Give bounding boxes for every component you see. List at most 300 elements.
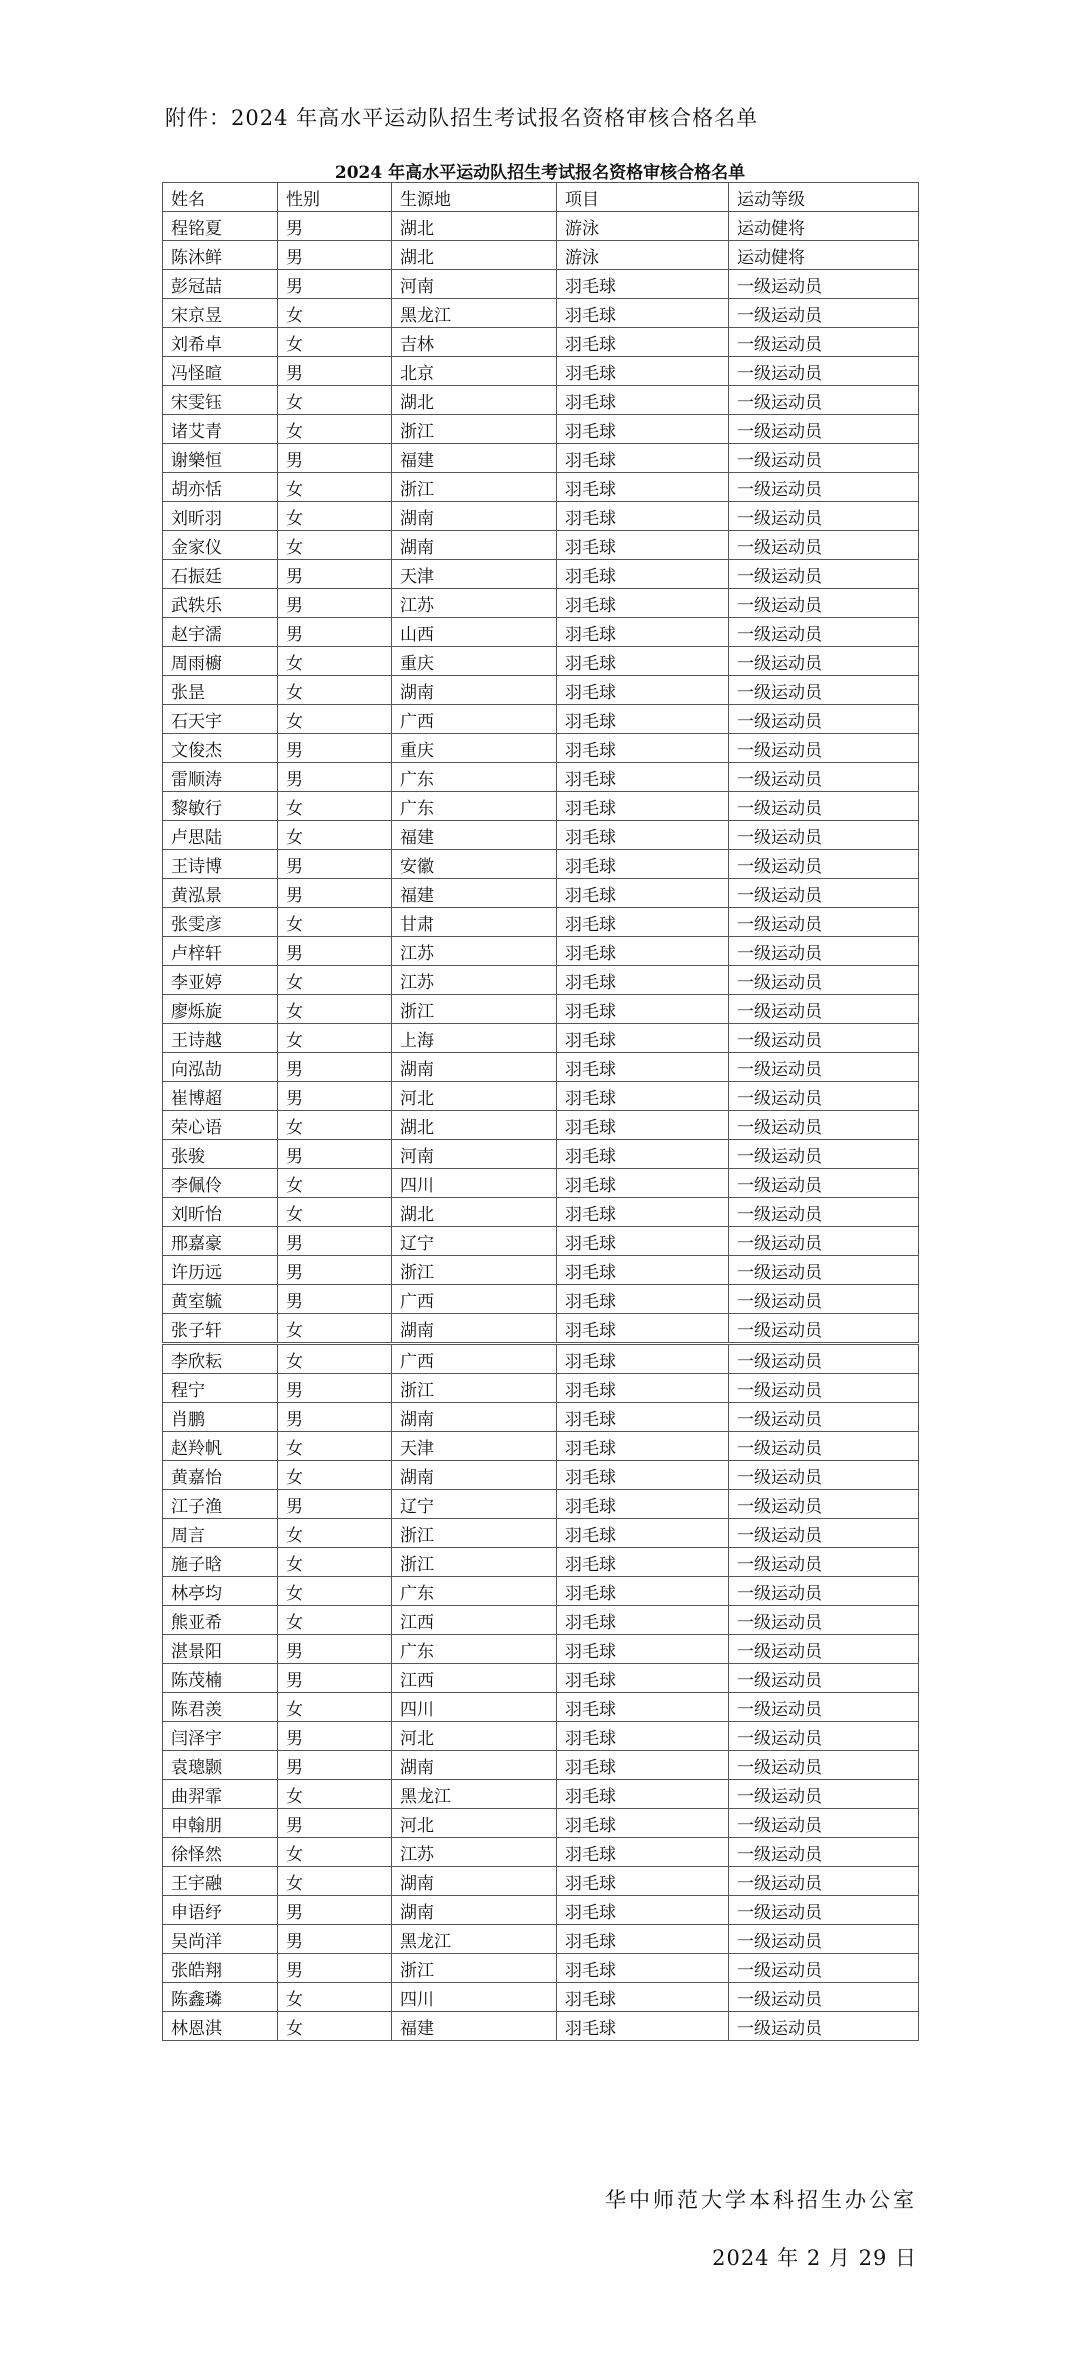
cell-origin: 黑龙江 (392, 1925, 557, 1954)
table-row (163, 618, 919, 647)
cell-gender: 男 (278, 1751, 392, 1780)
cell-level: 一级运动员 (729, 1780, 919, 1809)
cell-origin: 浙江 (392, 1519, 557, 1548)
cell-sport: 羽毛球 (557, 386, 729, 415)
cell-level: 一级运动员 (729, 1111, 919, 1140)
table-row (163, 676, 919, 705)
cell-level: 一级运动员 (729, 1983, 919, 2012)
cell-origin: 湖北 (392, 386, 557, 415)
table-row (163, 1838, 919, 1867)
cell-gender: 女 (278, 676, 392, 705)
table-row (163, 1082, 919, 1111)
cell-name: 湛景阳 (163, 1635, 278, 1664)
cell-level: 一级运动员 (729, 1198, 919, 1227)
cell-level: 一级运动员 (729, 734, 919, 763)
cell-sport: 羽毛球 (557, 1896, 729, 1925)
table-row (163, 1664, 919, 1693)
cell-level: 一级运动员 (729, 502, 919, 531)
cell-name: 周雨櫥 (163, 647, 278, 676)
cell-origin: 福建 (392, 2012, 557, 2041)
table-row (163, 241, 919, 270)
cell-name: 黎敏行 (163, 792, 278, 821)
cell-gender: 女 (278, 1024, 392, 1053)
table-row (163, 1809, 919, 1838)
cell-name: 文俊杰 (163, 734, 278, 763)
cell-gender: 男 (278, 1227, 392, 1256)
table-row (163, 995, 919, 1024)
cell-name: 肖鹏 (163, 1403, 278, 1432)
cell-gender: 女 (278, 415, 392, 444)
cell-origin: 北京 (392, 357, 557, 386)
cell-origin: 河北 (392, 1082, 557, 1111)
cell-origin: 江苏 (392, 966, 557, 995)
cell-sport: 羽毛球 (557, 502, 729, 531)
cell-level: 一级运动员 (729, 995, 919, 1024)
cell-origin: 江苏 (392, 937, 557, 966)
cell-sport: 羽毛球 (557, 1140, 729, 1169)
cell-origin: 山西 (392, 618, 557, 647)
table-row (163, 1140, 919, 1169)
cell-gender: 女 (278, 1548, 392, 1577)
cell-level: 一级运动员 (729, 328, 919, 357)
cell-gender: 女 (278, 821, 392, 850)
cell-gender: 男 (278, 1722, 392, 1751)
table-row (163, 1896, 919, 1925)
cell-sport: 游泳 (557, 241, 729, 270)
cell-origin: 天津 (392, 1432, 557, 1461)
cell-gender: 男 (278, 879, 392, 908)
cell-gender: 女 (278, 531, 392, 560)
cell-origin: 广西 (392, 1285, 557, 1314)
cell-name: 石天宇 (163, 705, 278, 734)
cell-origin: 福建 (392, 821, 557, 850)
cell-gender: 男 (278, 560, 392, 589)
cell-sport: 羽毛球 (557, 821, 729, 850)
cell-gender: 男 (278, 212, 392, 241)
cell-name: 申翰朋 (163, 1809, 278, 1838)
cell-level: 一级运动员 (729, 560, 919, 589)
cell-origin: 四川 (392, 1693, 557, 1722)
cell-gender: 男 (278, 1285, 392, 1314)
cell-sport: 羽毛球 (557, 734, 729, 763)
cell-sport: 羽毛球 (557, 676, 729, 705)
cell-level: 一级运动员 (729, 473, 919, 502)
table-row (163, 937, 919, 966)
cell-origin: 四川 (392, 1169, 557, 1198)
table-row (163, 647, 919, 676)
cell-name: 张昰 (163, 676, 278, 705)
table-row (163, 1314, 919, 1344)
column-header-origin: 生源地 (392, 183, 557, 212)
cell-sport: 羽毛球 (557, 1374, 729, 1403)
cell-origin: 河北 (392, 1809, 557, 1838)
cell-origin: 湖北 (392, 1198, 557, 1227)
cell-name: 冯怪暄 (163, 357, 278, 386)
column-header-sport: 项目 (557, 183, 729, 212)
cell-sport: 羽毛球 (557, 937, 729, 966)
cell-name: 崔博超 (163, 1082, 278, 1111)
cell-origin: 上海 (392, 1024, 557, 1053)
cell-sport: 羽毛球 (557, 763, 729, 792)
cell-level: 一级运动员 (729, 1548, 919, 1577)
cell-origin: 湖北 (392, 1111, 557, 1140)
cell-level: 一级运动员 (729, 1664, 919, 1693)
cell-sport: 羽毛球 (557, 1577, 729, 1606)
cell-origin: 湖北 (392, 241, 557, 270)
table-row (163, 328, 919, 357)
cell-origin: 浙江 (392, 1954, 557, 1983)
cell-sport: 羽毛球 (557, 1198, 729, 1227)
cell-name: 金家仪 (163, 531, 278, 560)
cell-name: 卢思陆 (163, 821, 278, 850)
table-row (163, 1519, 919, 1548)
table-row (163, 415, 919, 444)
cell-level: 一级运动员 (729, 1374, 919, 1403)
cell-gender: 男 (278, 270, 392, 299)
cell-origin: 天津 (392, 560, 557, 589)
cell-name: 周言 (163, 1519, 278, 1548)
cell-level: 一级运动员 (729, 1838, 919, 1867)
table-row (163, 1198, 919, 1227)
cell-level: 一级运动员 (729, 821, 919, 850)
cell-sport: 羽毛球 (557, 1664, 729, 1693)
cell-name: 刘昕怡 (163, 1198, 278, 1227)
cell-name: 陈君羡 (163, 1693, 278, 1722)
table-row (163, 1780, 919, 1809)
cell-level: 一级运动员 (729, 1024, 919, 1053)
table-row (163, 1053, 919, 1082)
cell-gender: 男 (278, 618, 392, 647)
cell-sport: 羽毛球 (557, 1314, 729, 1344)
cell-sport: 羽毛球 (557, 1403, 729, 1432)
cell-origin: 浙江 (392, 1374, 557, 1403)
cell-sport: 羽毛球 (557, 299, 729, 328)
cell-sport: 羽毛球 (557, 792, 729, 821)
cell-level: 一级运动员 (729, 1693, 919, 1722)
table-row (163, 270, 919, 299)
table-row (163, 763, 919, 792)
table-row (163, 2012, 919, 2041)
table-row (163, 1227, 919, 1256)
cell-name: 李欣耘 (163, 1344, 278, 1374)
cell-origin: 广东 (392, 1577, 557, 1606)
cell-level: 一级运动员 (729, 1461, 919, 1490)
cell-level: 一级运动员 (729, 589, 919, 618)
cell-sport: 羽毛球 (557, 1606, 729, 1635)
cell-name: 刘昕羽 (163, 502, 278, 531)
cell-level: 一级运动员 (729, 386, 919, 415)
cell-gender: 女 (278, 328, 392, 357)
cell-name: 林恩淇 (163, 2012, 278, 2041)
cell-gender: 男 (278, 1954, 392, 1983)
cell-gender: 男 (278, 1256, 392, 1285)
cell-name: 陈鑫璘 (163, 1983, 278, 2012)
cell-level: 一级运动员 (729, 763, 919, 792)
cell-name: 雷顺涛 (163, 763, 278, 792)
table-body (163, 212, 919, 2041)
cell-gender: 女 (278, 1111, 392, 1140)
cell-name: 许历远 (163, 1256, 278, 1285)
issuing-office: 华中师范大学本科招生办公室 (605, 2188, 917, 2212)
cell-name: 张子轩 (163, 1314, 278, 1344)
cell-sport: 羽毛球 (557, 328, 729, 357)
cell-sport: 羽毛球 (557, 1722, 729, 1751)
cell-gender: 女 (278, 1693, 392, 1722)
cell-sport: 羽毛球 (557, 531, 729, 560)
cell-origin: 辽宁 (392, 1490, 557, 1519)
table-row (163, 589, 919, 618)
cell-origin: 浙江 (392, 1548, 557, 1577)
cell-level: 一级运动员 (729, 415, 919, 444)
cell-gender: 男 (278, 850, 392, 879)
table-row (163, 212, 919, 241)
table-row (163, 1983, 919, 2012)
cell-sport: 羽毛球 (557, 1024, 729, 1053)
cell-level: 一级运动员 (729, 1432, 919, 1461)
cell-origin: 江苏 (392, 1838, 557, 1867)
qualified-roster-table (162, 182, 919, 2041)
cell-origin: 四川 (392, 1983, 557, 2012)
cell-sport: 羽毛球 (557, 647, 729, 676)
cell-sport: 羽毛球 (557, 270, 729, 299)
table-row (163, 908, 919, 937)
cell-name: 胡亦恬 (163, 473, 278, 502)
cell-gender: 女 (278, 705, 392, 734)
cell-sport: 羽毛球 (557, 1227, 729, 1256)
cell-name: 申语纾 (163, 1896, 278, 1925)
column-header-name: 姓名 (163, 183, 278, 212)
table-row (163, 1374, 919, 1403)
cell-name: 向泓劼 (163, 1053, 278, 1082)
cell-gender: 女 (278, 1314, 392, 1344)
cell-sport: 羽毛球 (557, 1053, 729, 1082)
cell-level: 一级运动员 (729, 1519, 919, 1548)
table-row (163, 1925, 919, 1954)
cell-gender: 男 (278, 1374, 392, 1403)
cell-origin: 河南 (392, 270, 557, 299)
issue-date: 2024 年 2 月 29 日 (712, 2246, 917, 2270)
cell-origin: 广东 (392, 1635, 557, 1664)
cell-origin: 江西 (392, 1664, 557, 1693)
cell-level: 一级运动员 (729, 1954, 919, 1983)
cell-name: 宋京昱 (163, 299, 278, 328)
cell-gender: 女 (278, 299, 392, 328)
table-title: 2024 年高水平运动队招生考试报名资格审核合格名单 (334, 163, 746, 183)
cell-origin: 广西 (392, 1344, 557, 1374)
column-header-level: 运动等级 (729, 183, 919, 212)
cell-name: 王诗博 (163, 850, 278, 879)
cell-level: 一级运动员 (729, 2012, 919, 2041)
cell-sport: 羽毛球 (557, 1751, 729, 1780)
cell-name: 程宁 (163, 1374, 278, 1403)
cell-name: 程铭夏 (163, 212, 278, 241)
cell-sport: 羽毛球 (557, 560, 729, 589)
cell-gender: 男 (278, 1053, 392, 1082)
table-row (163, 444, 919, 473)
cell-origin: 吉林 (392, 328, 557, 357)
cell-sport: 羽毛球 (557, 705, 729, 734)
cell-sport: 羽毛球 (557, 1867, 729, 1896)
cell-name: 李佩伶 (163, 1169, 278, 1198)
cell-level: 一级运动员 (729, 1635, 919, 1664)
cell-origin: 浙江 (392, 995, 557, 1024)
cell-name: 刘希卓 (163, 328, 278, 357)
cell-gender: 女 (278, 1577, 392, 1606)
cell-sport: 羽毛球 (557, 879, 729, 908)
cell-level: 运动健将 (729, 212, 919, 241)
table-row (163, 473, 919, 502)
cell-name: 诸艾青 (163, 415, 278, 444)
cell-sport: 羽毛球 (557, 1169, 729, 1198)
cell-level: 一级运动员 (729, 1227, 919, 1256)
cell-origin: 甘肃 (392, 908, 557, 937)
cell-gender: 女 (278, 1344, 392, 1374)
cell-gender: 女 (278, 1198, 392, 1227)
cell-name: 徐怿然 (163, 1838, 278, 1867)
table-row (163, 1490, 919, 1519)
cell-sport: 羽毛球 (557, 444, 729, 473)
cell-origin: 黑龙江 (392, 299, 557, 328)
cell-sport: 羽毛球 (557, 1693, 729, 1722)
table-row (163, 1606, 919, 1635)
cell-origin: 湖南 (392, 1314, 557, 1344)
cell-sport: 羽毛球 (557, 1519, 729, 1548)
cell-sport: 羽毛球 (557, 966, 729, 995)
cell-origin: 重庆 (392, 647, 557, 676)
cell-origin: 安徽 (392, 850, 557, 879)
table-row (163, 357, 919, 386)
cell-gender: 女 (278, 792, 392, 821)
cell-sport: 羽毛球 (557, 1256, 729, 1285)
table-row (163, 1256, 919, 1285)
cell-sport: 羽毛球 (557, 1954, 729, 1983)
table-row (163, 1954, 919, 1983)
cell-origin: 河南 (392, 1140, 557, 1169)
cell-level: 一级运动员 (729, 966, 919, 995)
cell-gender: 男 (278, 937, 392, 966)
cell-level: 一级运动员 (729, 299, 919, 328)
cell-name: 袁璁颢 (163, 1751, 278, 1780)
cell-gender: 女 (278, 995, 392, 1024)
cell-origin: 湖南 (392, 531, 557, 560)
cell-name: 熊亚希 (163, 1606, 278, 1635)
cell-name: 邢嘉豪 (163, 1227, 278, 1256)
cell-gender: 女 (278, 1169, 392, 1198)
cell-level: 一级运动员 (729, 1490, 919, 1519)
cell-level: 一级运动员 (729, 1577, 919, 1606)
table-row (163, 1432, 919, 1461)
table-row (163, 560, 919, 589)
cell-level: 一级运动员 (729, 357, 919, 386)
cell-sport: 羽毛球 (557, 2012, 729, 2041)
cell-sport: 羽毛球 (557, 1780, 729, 1809)
cell-sport: 羽毛球 (557, 850, 729, 879)
cell-origin: 湖南 (392, 1403, 557, 1432)
cell-level: 一级运动员 (729, 1285, 919, 1314)
cell-origin: 湖南 (392, 1867, 557, 1896)
cell-origin: 江苏 (392, 589, 557, 618)
table-row (163, 1344, 919, 1374)
cell-origin: 浙江 (392, 415, 557, 444)
cell-name: 李亚婷 (163, 966, 278, 995)
cell-level: 一级运动员 (729, 444, 919, 473)
table-header (163, 183, 919, 212)
cell-gender: 女 (278, 647, 392, 676)
table-row (163, 1867, 919, 1896)
table-row (163, 1111, 919, 1140)
cell-level: 一级运动员 (729, 676, 919, 705)
table-row (163, 1751, 919, 1780)
table-row (163, 1548, 919, 1577)
cell-gender: 男 (278, 444, 392, 473)
cell-origin: 湖北 (392, 212, 557, 241)
cell-origin: 湖南 (392, 1751, 557, 1780)
cell-origin: 重庆 (392, 734, 557, 763)
attachment-title: 附件：2024 年高水平运动队招生考试报名资格审核合格名单 (165, 106, 759, 130)
cell-level: 一级运动员 (729, 1403, 919, 1432)
cell-gender: 女 (278, 473, 392, 502)
cell-gender: 男 (278, 763, 392, 792)
cell-gender: 女 (278, 1983, 392, 2012)
cell-level: 一级运动员 (729, 1140, 919, 1169)
cell-gender: 女 (278, 908, 392, 937)
cell-name: 张雯彦 (163, 908, 278, 937)
cell-sport: 羽毛球 (557, 1111, 729, 1140)
cell-level: 一级运动员 (729, 1053, 919, 1082)
cell-sport: 羽毛球 (557, 618, 729, 647)
cell-level: 一级运动员 (729, 1867, 919, 1896)
cell-level: 一级运动员 (729, 908, 919, 937)
cell-gender: 女 (278, 1867, 392, 1896)
table-row (163, 821, 919, 850)
cell-sport: 羽毛球 (557, 1285, 729, 1314)
cell-gender: 男 (278, 1896, 392, 1925)
cell-gender: 女 (278, 1606, 392, 1635)
cell-level: 一级运动员 (729, 1606, 919, 1635)
cell-level: 运动健将 (729, 241, 919, 270)
table-row (163, 734, 919, 763)
cell-name: 黄嘉怡 (163, 1461, 278, 1490)
cell-name: 王宇融 (163, 1867, 278, 1896)
table-row (163, 1635, 919, 1664)
cell-name: 宋雯钰 (163, 386, 278, 415)
cell-gender: 女 (278, 502, 392, 531)
table-row (163, 1169, 919, 1198)
cell-gender: 男 (278, 357, 392, 386)
cell-gender: 女 (278, 1432, 392, 1461)
table-row (163, 879, 919, 908)
cell-name: 林亭均 (163, 1577, 278, 1606)
cell-sport: 游泳 (557, 212, 729, 241)
cell-origin: 湖南 (392, 502, 557, 531)
cell-name: 施子晗 (163, 1548, 278, 1577)
cell-level: 一级运动员 (729, 705, 919, 734)
cell-gender: 男 (278, 1809, 392, 1838)
cell-name: 王诗越 (163, 1024, 278, 1053)
cell-gender: 男 (278, 1664, 392, 1693)
table-row (163, 1024, 919, 1053)
cell-origin: 湖南 (392, 1053, 557, 1082)
cell-origin: 辽宁 (392, 1227, 557, 1256)
cell-origin: 广西 (392, 705, 557, 734)
cell-origin: 湖南 (392, 676, 557, 705)
cell-gender: 男 (278, 589, 392, 618)
cell-level: 一级运动员 (729, 1256, 919, 1285)
cell-level: 一级运动员 (729, 1722, 919, 1751)
cell-level: 一级运动员 (729, 1925, 919, 1954)
table-row (163, 1285, 919, 1314)
cell-gender: 男 (278, 1635, 392, 1664)
